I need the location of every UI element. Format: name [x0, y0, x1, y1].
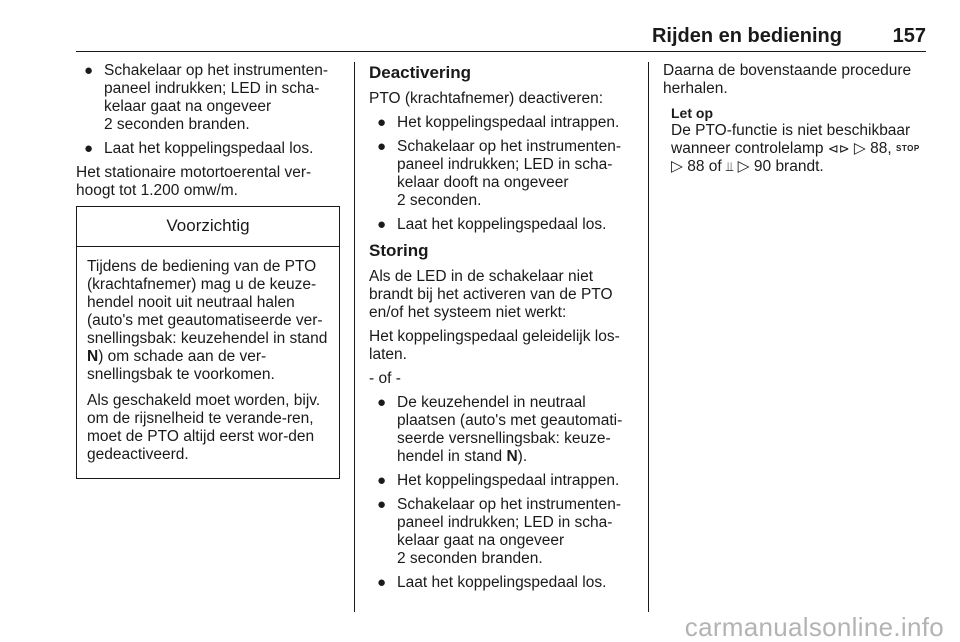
heading-deactivering: Deactivering: [369, 63, 472, 82]
paragraph: PTO (krachtafnemer) deactiveren:: [369, 90, 604, 107]
paragraph: - of -: [369, 370, 401, 387]
list-item: ● Schakelaar op het instrumenten- paneel indrukken; LED in scha- kelaar dooft na ongeveer 2 seconden.: [377, 138, 622, 209]
heading-storing: Storing: [369, 241, 429, 260]
caution-paragraph: Als geschakeld moet worden, bijv. om de rijsnelheid te verande-ren, moet de PTO altijd eerst wor-den gedeactiveerd.: [87, 392, 321, 463]
note-text: De PTO-functie is niet beschikbaar wanneer controlelamp ⊲⊳ ▷ 88, STOP ▷ 88 of ⫫ ▷ 90 brandt.: [671, 122, 920, 175]
page-ref-arrow-icon: ▷: [737, 158, 750, 175]
bullet-icon: ●: [377, 216, 387, 233]
bullet-list: [369, 114, 633, 234]
header-divider: [76, 51, 926, 52]
coolant-temperature-icon: ⫫: [726, 159, 734, 174]
bullet-icon: ●: [377, 496, 387, 513]
paragraph: Daarna de bovenstaande procedure herhalen.: [663, 62, 912, 97]
column-divider-1: [354, 62, 355, 612]
bullet-icon: ●: [377, 574, 387, 591]
bullet-icon: ●: [377, 394, 387, 411]
list-item: ● Het koppelingspedaal intrappen.: [377, 114, 620, 131]
bullet-list: [76, 62, 340, 158]
list-item: ● Laat het koppelingspedaal los.: [377, 574, 607, 591]
caution-box: [76, 206, 340, 479]
note-title: Let op: [671, 105, 713, 121]
list-item: ● De keuzehendel in neutraal plaatsen (auto's met geautomati-seerde versnellingsbak: keuze-hendel in stand N).: [377, 394, 623, 465]
bullet-icon: ●: [377, 472, 387, 489]
watermark: carmanualsonline.info: [684, 612, 944, 642]
bullet-icon: ●: [377, 114, 387, 131]
caution-paragraph: Tijdens de bediening van de PTO (krachtafnemer) mag u de keuze-hendel nooit uit neutraal halen (auto's met geautomatiseerde ver-snellingsbak: keuzehendel in stand N) om schade aan de ver-snellingsbak te voorkomen.: [87, 258, 328, 383]
paragraph: Als de LED in de schakelaar niet brandt bij het activeren van de PTO en/of het systeem niet werkt:: [369, 268, 613, 321]
page-ref-arrow-icon: ▷: [853, 140, 866, 157]
bullet-icon: ●: [377, 138, 387, 155]
column-2: [369, 62, 633, 598]
bullet-list: [369, 394, 633, 592]
bullet-icon: ●: [84, 62, 94, 79]
list-item: ● Schakelaar op het instrumenten- paneel indrukken; LED in scha- kelaar gaat na ongeveer 2 seconden branden.: [84, 62, 329, 133]
pto-warning-icon: ⊲⊳: [827, 141, 850, 156]
caution-body: [77, 247, 339, 478]
list-item: ● Laat het koppelingspedaal los.: [377, 216, 607, 233]
list-item: ● Het koppelingspedaal intrappen.: [377, 472, 620, 489]
paragraph: Het stationaire motortoerental ver- hoogt tot 1.200 omw/m.: [76, 164, 312, 199]
list-item: ● Schakelaar op het instrumenten- paneel indrukken; LED in scha- kelaar gaat na ongeveer 2 seconden branden.: [377, 496, 622, 567]
list-item: ● Laat het koppelingspedaal los.: [84, 140, 314, 157]
column-3: [663, 62, 927, 176]
column-1: [76, 62, 340, 479]
note-block: [663, 104, 927, 176]
page-number: 157: [892, 25, 926, 47]
paragraph: Het koppelingspedaal geleidelijk los-laten.: [369, 328, 620, 363]
section-title: Rijden en bediening: [651, 25, 842, 47]
page-header: [76, 27, 926, 51]
caution-title: Voorzichtig: [77, 207, 339, 247]
stop-icon: STOP: [896, 144, 920, 153]
bullet-icon: ●: [84, 140, 94, 157]
column-divider-2: [648, 62, 649, 612]
page-ref-arrow-icon: ▷: [671, 158, 683, 175]
